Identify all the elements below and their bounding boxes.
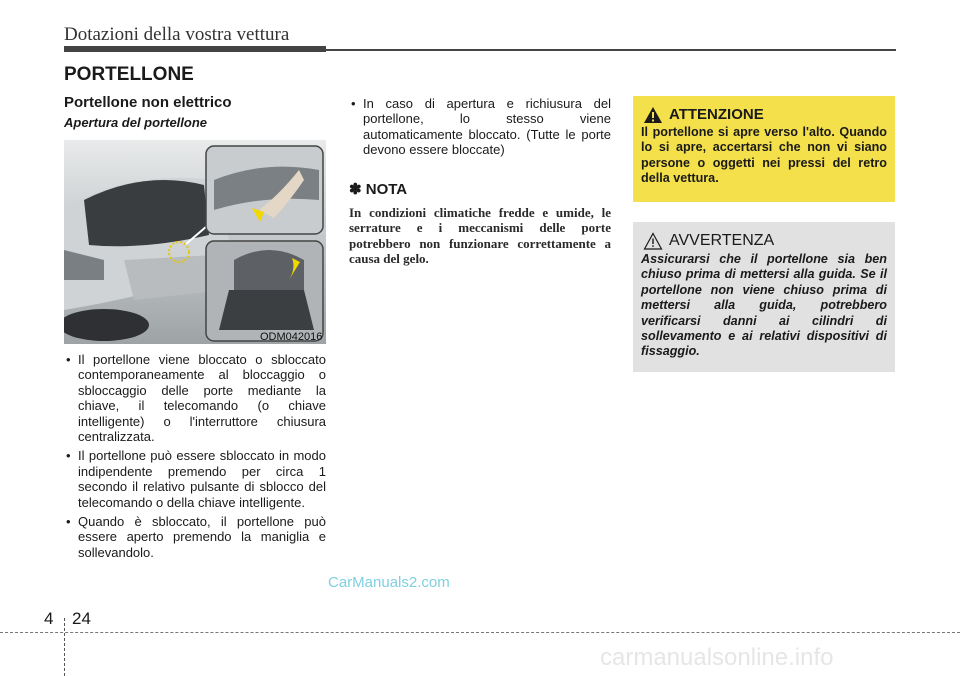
avvertenza-text: Assicurarsi che il portellone sia ben chiuso prima di mettersi alla guida. Se il portellone non viene chiuso prima di mettersi alla guida, potrebbero verificarsi danni ai cilindri di sollevamento e ai relativi dispositivi di fissaggio.: [641, 252, 887, 359]
footer-watermark: carmanualsonline.info: [600, 644, 834, 671]
tailgate-illustration: [64, 140, 326, 344]
attenzione-box: [633, 96, 895, 202]
header-bar: [64, 46, 326, 52]
caution-icon: [643, 232, 663, 250]
chapter-title: Dotazioni della vostra vettura: [64, 24, 290, 45]
nota-title: NOTA: [365, 181, 408, 198]
car-rear-drawing: [64, 140, 326, 344]
list-item: • Quando è sbloccato, il portellone può essere aperto premendo la maniglia e sollevandolo.: [64, 514, 326, 560]
figure-caption: ODM042016: [260, 331, 323, 343]
header-rule: [326, 49, 896, 51]
chapter-number: 4: [44, 609, 54, 628]
attenzione-text: Il portellone si apre verso l'alto. Quando lo si apre, accertarsi che non vi siano persone o oggetti nei pressi del retro della vettura.: [641, 125, 887, 186]
footer-divider: [64, 618, 65, 676]
left-column: [64, 352, 326, 564]
subsection-title: Portellone non elettrico: [64, 94, 232, 111]
attenzione-title: ATTENZIONE: [669, 106, 764, 123]
list-item: • Il portellone può essere sbloccato in modo indipendente premendo per circa 1 secondo il relativo pulsante di sblocco del telecomando o della chiave intelligente.: [64, 448, 326, 510]
watermark-link[interactable]: CarManuals2.com: [328, 574, 450, 591]
list-item: • Il portellone viene bloccato o sbloccato contemporaneamente al bloccaggio o sbloccaggio delle porte mediante la chiave, il telecomando (o chiave intelligente) o l'interruttore chiusura centralizzata.: [64, 352, 326, 444]
warning-icon: [643, 106, 663, 124]
list-item: • In caso di apertura e richiusura del portellone, lo stesso viene automaticamente bloccato. (Tutte le porte devono essere bloccate): [349, 96, 611, 158]
footer-rule: [0, 632, 960, 633]
page-number: 24: [72, 609, 91, 628]
section-title: PORTELLONE: [64, 64, 194, 85]
avvertenza-box: [633, 222, 895, 372]
subsubsection-title: Apertura del portellone: [64, 115, 208, 130]
nota-heading: [349, 180, 407, 198]
middle-column: [349, 96, 611, 162]
nota-text: In condizioni climatiche fredde e umide, le serrature e i meccanismi delle porte potrebbero non funzionare correttamente a causa del gelo.: [349, 205, 611, 267]
nota-icon: ✽: [349, 181, 362, 198]
avvertenza-title: AVVERTENZA: [669, 232, 775, 249]
